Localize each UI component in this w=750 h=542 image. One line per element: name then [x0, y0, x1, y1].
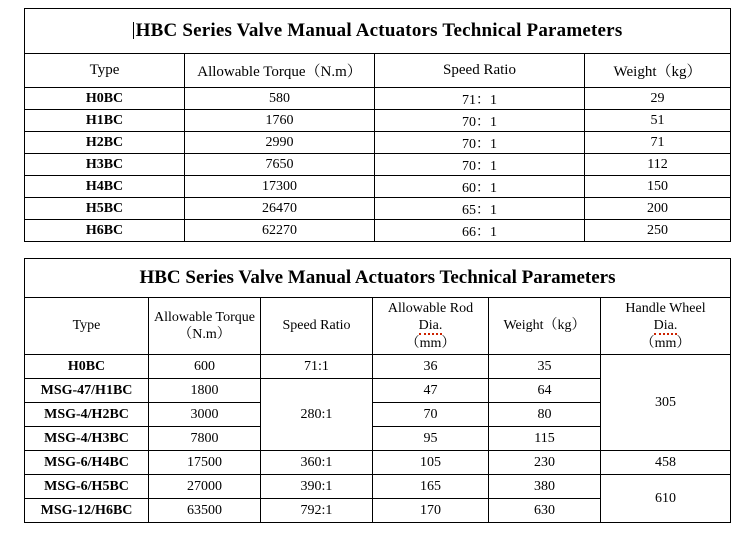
table2-col-wheel-unit: （mm）	[640, 335, 691, 351]
table1-cell-type: H0BC	[25, 88, 185, 110]
table1-col-type: Type	[25, 54, 185, 88]
table1-cell-torque: 26470	[185, 198, 375, 220]
table-row	[25, 132, 731, 154]
table2-cell-type: MSG-6/H5BC	[25, 475, 149, 499]
table2-col-torque-label: Allowable Torque	[153, 309, 255, 325]
technical-parameters-table-1	[24, 8, 731, 242]
table2-cell-type: MSG-6/H4BC	[25, 451, 149, 475]
table1-cell-type: H1BC	[25, 110, 185, 132]
table2-col-handle-wheel	[601, 298, 731, 355]
table1-cell-speed: 70：1	[375, 154, 585, 176]
table2-col-rod-label: Allowable Rod	[387, 300, 474, 316]
table1-cell-type: H6BC	[25, 220, 185, 242]
text-cursor-icon	[133, 22, 134, 39]
table-row	[25, 220, 731, 242]
table2-cell-torque: 600	[149, 355, 261, 379]
table2-col-type	[25, 298, 149, 355]
table2-cell-torque: 1800	[149, 379, 261, 403]
table1-cell-weight: 51	[585, 110, 731, 132]
table2-cell-weight: 380	[489, 475, 601, 499]
table1-col-weight: Weight（kg）	[585, 54, 731, 88]
table2-cell-rod: 47	[373, 379, 489, 403]
table1-col-speed: Speed Ratio	[375, 54, 585, 88]
table2-cell-speed-merged-280: 280:1	[261, 379, 373, 451]
table2-cell-wheel-merged-305: 305	[601, 355, 731, 451]
table-row	[25, 451, 731, 475]
table2-col-weight	[489, 298, 601, 355]
table-row	[25, 110, 731, 132]
table2-cell-rod: 170	[373, 499, 489, 523]
table2-col-torque	[149, 298, 261, 355]
table2-cell-type: MSG-47/H1BC	[25, 379, 149, 403]
table2-col-weight-label: Weight（kg）	[503, 318, 586, 334]
table1-cell-torque: 2990	[185, 132, 375, 154]
table2-col-rod-dia-label: Dia.	[418, 318, 443, 334]
table1-cell-torque: 580	[185, 88, 375, 110]
table-title-row	[25, 259, 731, 298]
table2-cell-weight: 230	[489, 451, 601, 475]
table2-cell-weight: 115	[489, 427, 601, 451]
table1-cell-weight: 112	[585, 154, 731, 176]
table1-cell-type: H3BC	[25, 154, 185, 176]
table2-cell-type: MSG-4/H2BC	[25, 403, 149, 427]
table2-cell-torque: 7800	[149, 427, 261, 451]
table2-cell-rod: 70	[373, 403, 489, 427]
table2-cell-torque: 17500	[149, 451, 261, 475]
table1-col-torque: Allowable Torque（N.m）	[185, 54, 375, 88]
table2-col-speed-label: Speed Ratio	[282, 318, 351, 334]
table2-col-type-label: Type	[72, 318, 101, 334]
table1-cell-weight: 71	[585, 132, 731, 154]
table2-cell-type: H0BC	[25, 355, 149, 379]
table2-cell-rod: 165	[373, 475, 489, 499]
table1-cell-type: H4BC	[25, 176, 185, 198]
table-row	[25, 475, 731, 499]
table-spacer	[14, 242, 736, 258]
table2-cell-weight: 80	[489, 403, 601, 427]
table2-col-rod-unit: （mm）	[405, 335, 456, 351]
table2-cell-speed: 71:1	[261, 355, 373, 379]
table2-cell-rod: 36	[373, 355, 489, 379]
table1-cell-speed: 70：1	[375, 110, 585, 132]
table2-col-wheel-label: Handle Wheel	[625, 300, 706, 316]
table2-cell-torque: 63500	[149, 499, 261, 523]
table2-cell-weight: 35	[489, 355, 601, 379]
table-title-row	[25, 9, 731, 54]
table1-cell-speed: 60：1	[375, 176, 585, 198]
table1-title	[25, 9, 731, 54]
table2-col-wheel-dia-label: Dia.	[653, 318, 678, 334]
table2-col-rod-dia	[373, 298, 489, 355]
table2-cell-wheel-458: 458	[601, 451, 731, 475]
table1-title-text: HBC Series Valve Manual Actuators Technical Parameters	[135, 20, 623, 41]
table2-title: HBC Series Valve Manual Actuators Technical Parameters	[25, 259, 731, 298]
table-row	[25, 88, 731, 110]
table1-cell-type: H5BC	[25, 198, 185, 220]
table2-cell-type: MSG-4/H3BC	[25, 427, 149, 451]
table1-cell-weight: 29	[585, 88, 731, 110]
table1-cell-speed: 66：1	[375, 220, 585, 242]
table-header-row	[25, 54, 731, 88]
table1-cell-speed: 65：1	[375, 198, 585, 220]
table1-cell-speed: 70：1	[375, 132, 585, 154]
table2-cell-rod: 105	[373, 451, 489, 475]
technical-parameters-table-2	[24, 258, 731, 523]
table2-cell-weight: 64	[489, 379, 601, 403]
table2-cell-rod: 95	[373, 427, 489, 451]
table1-cell-torque: 62270	[185, 220, 375, 242]
table2-cell-wheel-merged-610: 610	[601, 475, 731, 523]
table1-cell-torque: 17300	[185, 176, 375, 198]
table-row	[25, 198, 731, 220]
table1-cell-weight: 250	[585, 220, 731, 242]
table2-cell-torque: 3000	[149, 403, 261, 427]
table2-col-speed	[261, 298, 373, 355]
table-row	[25, 355, 731, 379]
table2-cell-speed: 360:1	[261, 451, 373, 475]
table1-cell-type: H2BC	[25, 132, 185, 154]
table-row	[25, 176, 731, 198]
table1-cell-weight: 200	[585, 198, 731, 220]
table2-cell-weight: 630	[489, 499, 601, 523]
table2-cell-type: MSG-12/H6BC	[25, 499, 149, 523]
table-row	[25, 154, 731, 176]
table2-cell-speed: 792:1	[261, 499, 373, 523]
table2-cell-speed: 390:1	[261, 475, 373, 499]
table2-cell-torque: 27000	[149, 475, 261, 499]
table1-cell-speed: 71：1	[375, 88, 585, 110]
table-header-row	[25, 298, 731, 355]
table1-cell-torque: 7650	[185, 154, 375, 176]
table1-cell-weight: 150	[585, 176, 731, 198]
table1-cell-torque: 1760	[185, 110, 375, 132]
table2-col-torque-unit: （N.m）	[178, 327, 231, 342]
